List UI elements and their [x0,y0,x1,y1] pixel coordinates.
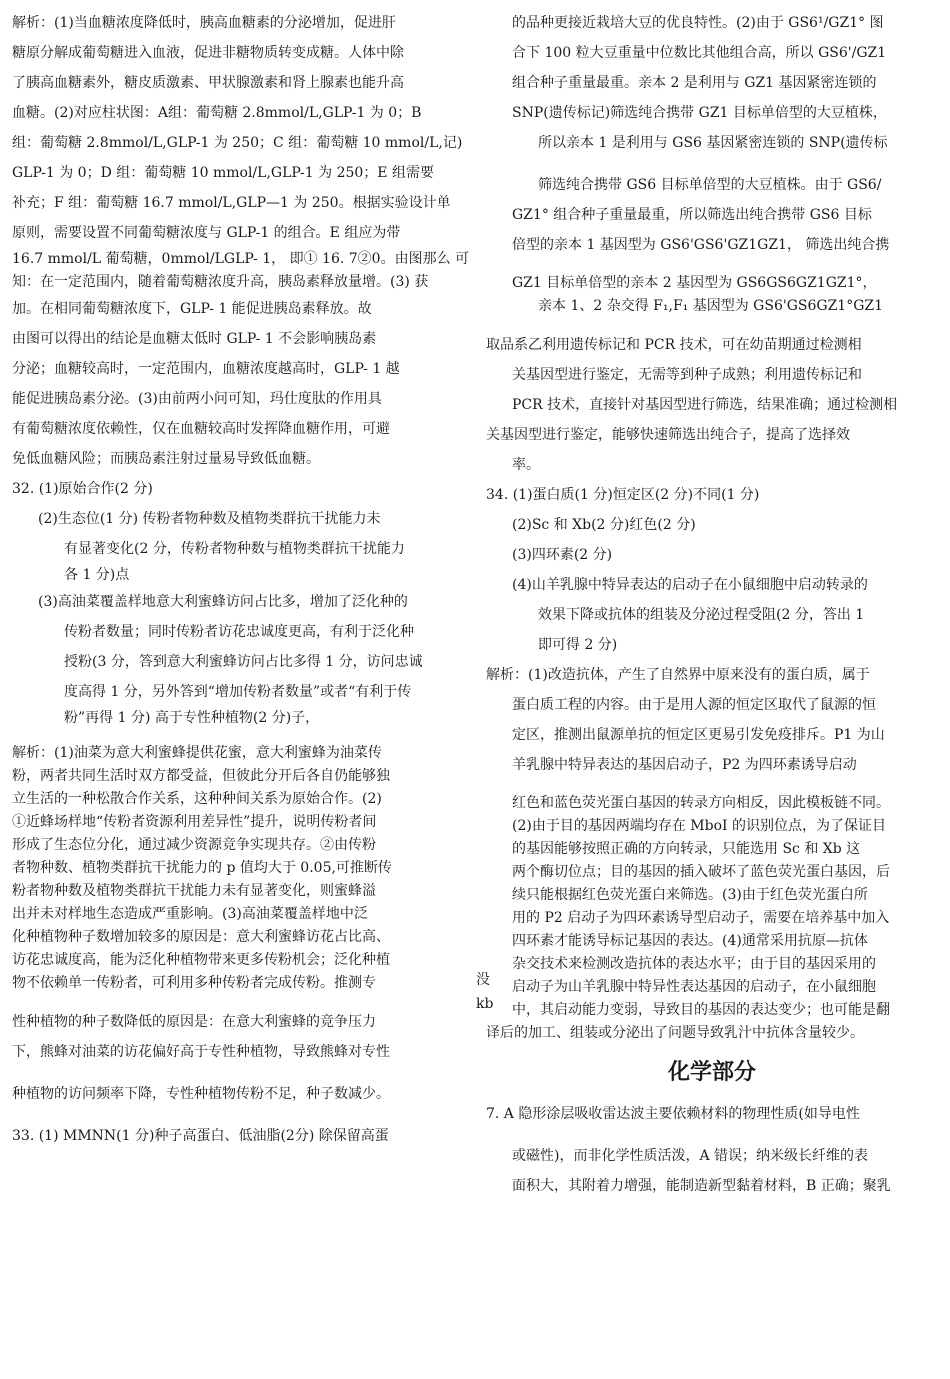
text-line: (2)生态位(1 分) 传粉者物种数及植物类群抗干扰能力未 [38,511,381,527]
text-line: SNP(遗传标记)筛选纯合携带 GZ1 目标单倍型的大豆植株， [512,105,887,121]
text-line: 解析：(1)改造抗体，产生了自然界中原来没有的蛋白质，属于 [486,667,870,683]
text-line: 关基因型进行鉴定，能够快速筛选出纯合子，提高了选择效 [486,427,850,443]
text-line: 各 1 分)点 [64,567,130,583]
margin-char: kb [476,996,494,1012]
text-line: 授粉(3 分，答到意大利蜜蜂访问占比多得 1 分，访问忠诚 [64,654,423,670]
text-line: 的基因能够按照正确的方向转录，只能选用 Sc 和 Xb 这 [512,841,861,857]
answer-32 [12,474,474,730]
margin-char: 没 [476,972,490,988]
text-line: 解析：(1)油菜为意大利蜜蜂提供花蜜，意大利蜜蜂为油菜传 [12,745,382,761]
text-line: 或磁性)，而非化学性质活泼，A 错误；纳米级长纤维的表 [512,1148,869,1164]
text-line: 两个酶切位点；目的基因的插入破坏了蓝色荧光蛋白基因，后 [512,864,890,880]
text-line: (2)由于目的基因两端均存在 MboI 的识别位点，为了保证目 [512,818,886,834]
answer-34 [486,480,938,660]
text-line: GZ1 目标单倍型的亲本 2 基因型为 GS6GS6GZ1GZ1°， [512,275,877,291]
text-line: 免低血糖风险；而胰岛素注射过量易导致低血糖。 [12,451,320,467]
text-line: 红色和蓝色荧光蛋白基因的转录方向相反，因此模板链不同。 [512,795,890,811]
text-line: 性种植物的种子数降低的原因是：在意大利蜜蜂的竞争压力 [12,1014,376,1030]
chem-answer-7 [486,1099,938,1201]
text-line: 有葡萄糖浓度依赖性，仅在血糖较高时发挥降血糖作用，可避 [12,421,390,437]
text-line: 化种植物种子数增加较多的原因是：意大利蜜蜂访花占比高、 [12,929,390,945]
section-title: 化学部分 [667,1060,756,1085]
text-line: 补充；F 组：葡萄糖 16.7 mmol/L,GLP—1 为 250。根据实验设计单 [12,195,451,211]
text-line: 立生活的一种松散合作关系，这种种间关系为原始合作。(2) [12,791,382,807]
text-line: 合下 100 粒大豆重量中位数比其他组合高，所以 GS6'/GZ1 [512,45,887,61]
text-line: 度高得 1 分，另外答到“增加传粉者数量”或者“有利于传 [64,684,412,700]
text-line: 效果下降或抗体的组装及分泌过程受阻(2 分，答出 1 [538,607,865,623]
question-number-line: 32. (1)原始合作(2 分) [12,481,153,497]
text-line: 糖原分解成葡萄糖进入血液，促进非糖物质转变成糖。人体中除 [12,45,404,61]
question-number-line: 33. (1) MMNN(1 分)种子高蛋白、低油脂(2分) 除保留高蛋 [12,1128,389,1144]
text-line: 即可得 2 分) [538,637,618,653]
text-line: 倍型的亲本 1 基因型为 GS6'GS6'GZ1GZ1， 筛选出纯合携 [512,237,890,253]
text-line: 用的 P2 启动子为四环素诱导型启动子，需要在培养基中加入 [512,910,890,926]
text-line: 杂交技术来检测改造抗体的表达水平；由于目的基因采用的 [512,956,876,972]
text-line: 关基因型进行鉴定，无需等到种子成熟；利用遗传标记和 [512,367,862,383]
text-line: 所以亲本 1 是利用与 GS6 基因紧密连锁的 SNP(遗传标 [538,135,888,151]
text-line: 者物种数、植物类群抗干扰能力的 p 值均大于 0.05,可推断传 [12,860,392,876]
text-line: 粉，两者共同生活时双方都受益，但彼此分开后各自仍能够独 [12,768,390,784]
text-line: 加。在相同葡萄糖浓度下，GLP- 1 能促进胰岛素释放。故 [12,301,372,317]
text-line: 的品种更接近栽培大豆的优良特性。(2)由于 GS6¹/GZ1° 图 [512,15,884,31]
text-line: 血糖。(2)对应柱状图：A组：葡萄糖 2.8mmol/L,GLP-1 为 0；B [12,105,422,121]
text-line: GZ1° 组合种子重量最重，所以筛选出纯合携带 GS6 目标 [512,207,872,223]
text-line: 解析：(1)当血糖浓度降低时，胰高血糖素的分泌增加，促进肝 [12,15,396,31]
text-line: 有显著变化(2 分，传粉者物种数与植物类群抗干扰能力 [64,541,405,557]
text-line: 能促进胰岛素分泌。(3)由前两小问可知，玛仕度肽的作用具 [12,391,382,407]
text-line: 取品系乙利用遗传标记和 PCR 技术，可在幼苗期通过检测相 [486,337,862,353]
text-line: (3)高油菜覆盖样地意大利蜜蜂访问占比多，增加了泛化种的 [38,594,408,610]
text-line: 出并未对样地生态造成严重影响。(3)高油菜覆盖样地中泛 [12,906,368,922]
text-line: 率。 [512,457,540,473]
text-line: ①近蜂场样地“传粉者资源利用差异性”提升，说明传粉者间 [12,814,377,830]
left-column [12,8,474,1151]
text-line: PCR 技术，直接针对基因型进行筛选，结果准确；通过检测相 [512,397,898,413]
text-line: GLP-1 为 0；D 组：葡萄糖 10 mmol/L,GLP-1 为 250；E 组需要 [12,165,434,181]
text-line: 定区，推测出鼠源单抗的恒定区更易引发免疫排斥。P1 为山 [512,727,885,743]
text-line: 原则，需要设置不同葡萄糖浓度与 GLP-1 的组合。E 组应为带 [12,225,401,241]
text-line: 续只能根据红色荧光蛋白来筛选。(3)由于红色荧光蛋白所 [512,887,868,903]
text-line: 亲本 1、2 杂交得 F₁,F₁ 基因型为 GS6'GS6GZ1°GZ1 [538,298,884,314]
text-line: 访花忠诚度高，能为泛化种植物带来更多传粉机会；泛化种植 [12,952,390,968]
text-line: 组：葡萄糖 2.8mmol/L,GLP-1 为 250；C 组：葡萄糖 10 mmol/L,记) [12,135,463,151]
text-line: (3)四环素(2 分) [512,547,613,563]
right-column [486,8,938,1201]
text-line: 羊乳腺中特异表达的基因启动子，P2 为四环素诱导启动 [512,757,857,773]
analysis-31 [12,8,474,474]
text-line: 了胰高血糖素外，糖皮质激素、甲状腺激素和肾上腺素也能升高 [12,75,404,91]
analysis-34 [486,660,938,1045]
text-line: 中，其启动能力变弱，导致目的基因的表达变少；也可能是翻 [512,1002,890,1018]
text-line: (2)Sc 和 Xb(2 分)红色(2 分) [512,517,696,533]
text-line: 物不依赖单一传粉者，可利用多种传粉者完成传粉。推测专 [12,975,376,991]
text-line: 下，熊蜂对油菜的访花偏好高于专性种植物，导致熊蜂对专性 [12,1044,390,1060]
text-line: 种植物的访问频率下降，专性种植物传粉不足，种子数减少。 [12,1086,390,1102]
text-line: 由图可以得出的结论是血糖太低时 GLP- 1 不会影响胰岛素 [12,331,377,347]
analysis-32 [12,742,474,995]
text-line: 蛋白质工程的内容。由于是用人源的恒定区取代了鼠源的恒 [512,697,876,713]
text-line: 粉者物种数及植物类群抗干扰能力未有显著变化，则蜜蜂溢 [12,883,376,899]
text-line: 组合种子重量最重。亲本 2 是利用与 GZ1 基因紧密连锁的 [512,75,877,91]
text-line: 筛选纯合携带 GS6 目标单倍型的大豆植株。由于 GS6/ [538,177,882,193]
text-line: 分泌；血糖较高时，一定范围内，血糖浓度越高时，GLP- 1 越 [12,361,400,377]
text-line: 传粉者数量；同时传粉者访花忠诚度更高，有利于泛化种 [64,624,414,640]
text-line: 面积大，其附着力增强，能制造新型黏着材料，B 正确；聚乳 [512,1178,891,1194]
text-line: 译后的加工、组装或分泌出了问题导致乳汁中抗体含量较少。 [486,1025,864,1041]
text-line: 启动子为山羊乳腺中特异性表达基因的启动子，在小鼠细胞 [512,979,876,995]
text-line: (4)山羊乳腺中特异表达的启动子在小鼠细胞中启动转录的 [512,577,868,593]
text-line: 16.7 mmol/L 葡萄糖，0mmol/LGLP- 1， 即① 16. 7②0。由图那么 可知：在一定范围内，随着葡萄糖浓度升高，胰岛素释放量增。(3) 获 [12,251,470,290]
text-line: 四环素才能诱导标记基因的表达。(4)通常采用抗原—抗体 [512,933,868,949]
text-line: 粉”再得 1 分) 高于专性种植物(2 分)子， [64,710,320,726]
answer-33-continued [486,8,938,480]
text-line: 形成了生态位分化，通过减少资源竞争实现共存。②由传粉 [12,837,376,853]
question-number-line: 7. A 隐形涂层吸收雷达波主要依赖材料的物理性质(如导电性 [486,1106,860,1122]
question-number-line: 34. (1)蛋白质(1 分)恒定区(2 分)不同(1 分) [486,487,760,503]
